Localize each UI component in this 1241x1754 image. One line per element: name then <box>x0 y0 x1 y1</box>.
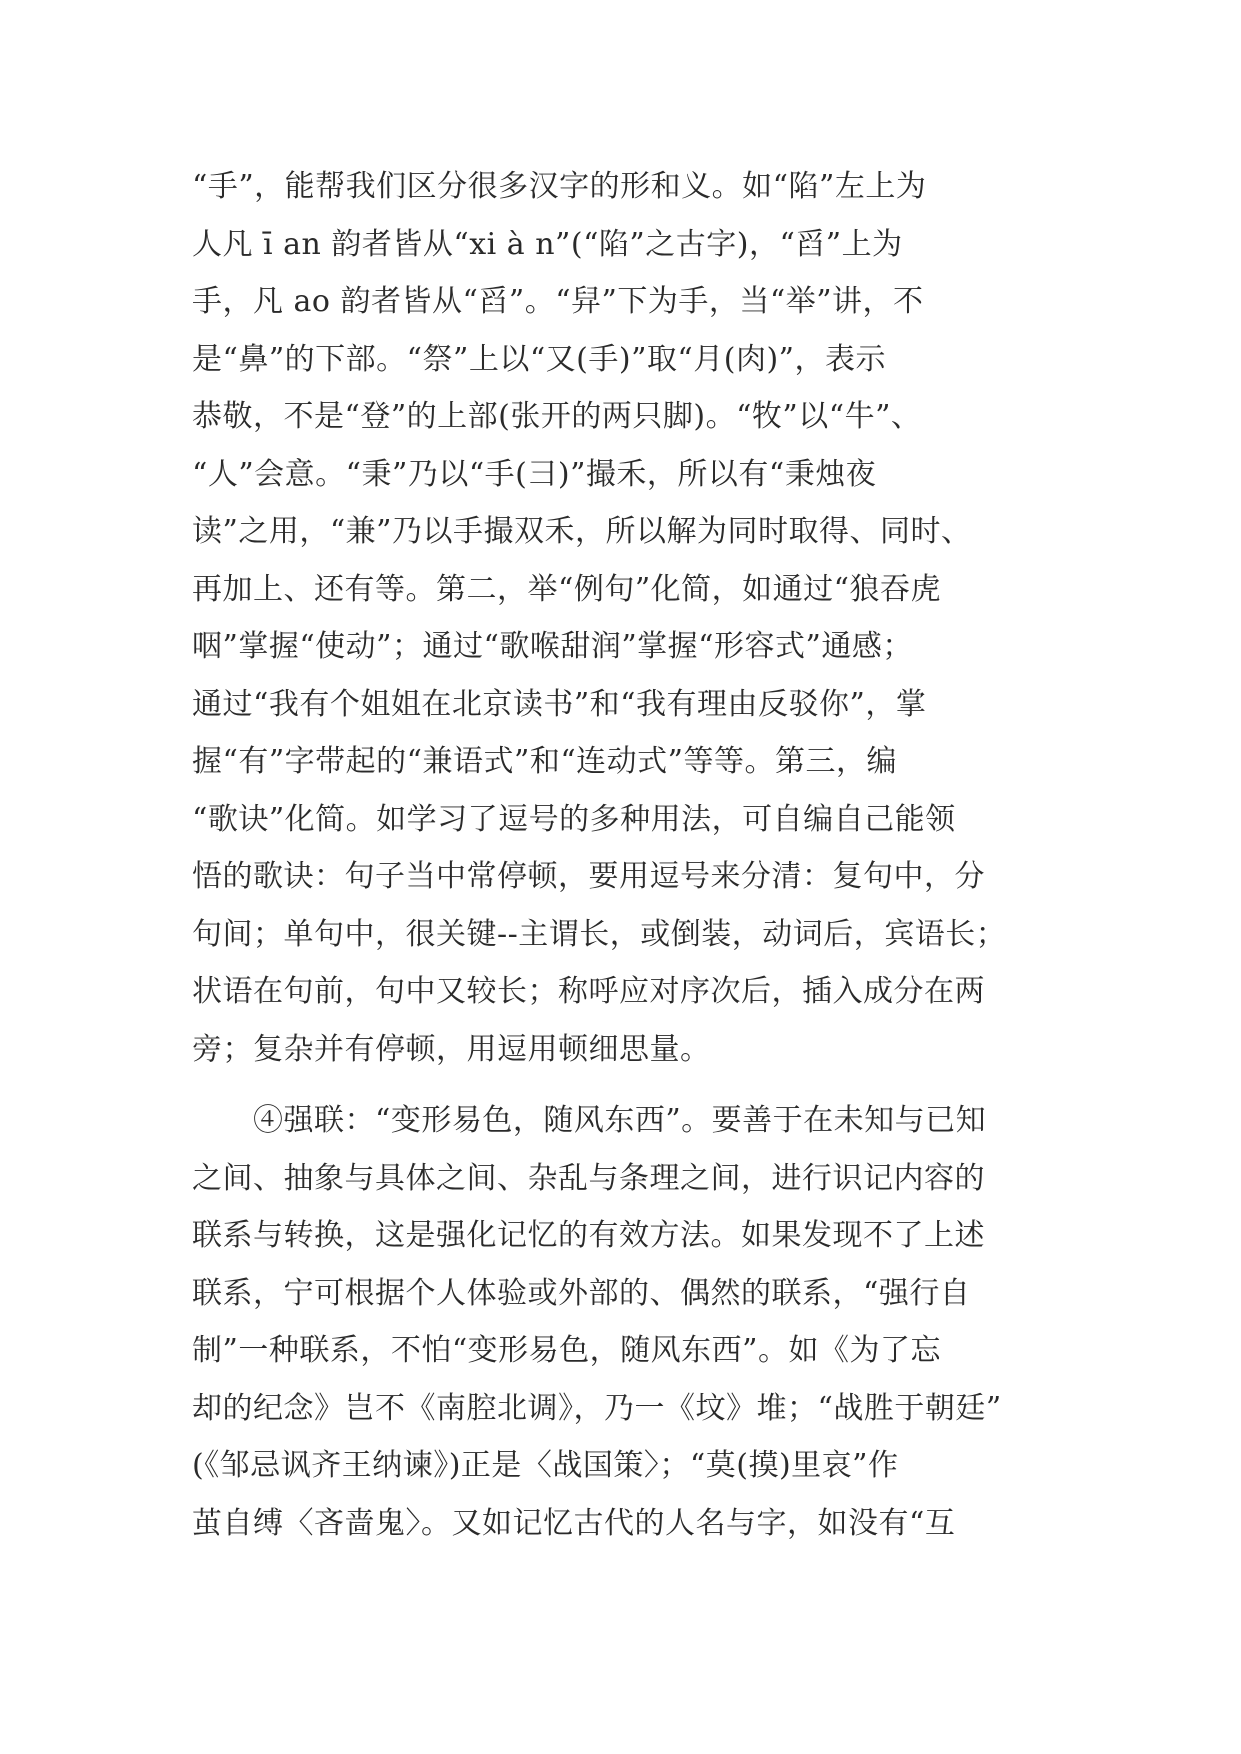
paragraph-2-line: (《邹忌讽齐王纳谏》)正是〈战国策〉；“莫(摸)里哀”作 <box>192 1448 899 1483</box>
paragraph-1-line: 通过“我有个姐姐在北京读书”和“我有理由反驳你”，掌 <box>192 686 927 722</box>
paragraph-1 <box>192 158 1092 1078</box>
paragraph-1-line: “人”会意。“秉”乃以“手(彐)”撮禾，所以有“秉烛夜 <box>192 456 877 492</box>
paragraph-1-line: 句间；单句中，很关键--主谓长，或倒装，动词后，宾语长； <box>192 916 1007 952</box>
paragraph-2-line: ④强联：“变形易色，随风东西”。要善于在未知与已知 <box>192 1103 987 1138</box>
paragraph-1-line: 握“有”字带起的“兼语式”和“连动式”等等。第三，编 <box>192 744 898 779</box>
paragraph-2-line: 茧自缚〈吝啬鬼〉。又如记忆古代的人名与字，如没有“互 <box>192 1505 956 1541</box>
paragraph-1-line: 旁；复杂并有停顿，用逗用顿细思量。 <box>192 1031 711 1067</box>
paragraph-gap <box>192 1078 1092 1092</box>
paragraph-1-line: 状语在句前，句中又较长；称呼应对序次后，插入成分在两 <box>192 974 985 1009</box>
paragraph-2-line: 联系，宁可根据个人体验或外部的、偶然的联系，“强行自 <box>192 1275 971 1311</box>
paragraph-1-line: 咽”掌握“使动”；通过“歌喉甜润”掌握“形容式”通感； <box>192 629 913 664</box>
paragraph-2-line: 却的纪念》岂不《南腔北调》，乃一《坟》堆；“战胜于朝廷” <box>192 1390 1002 1426</box>
body-text <box>192 158 1092 1552</box>
paragraph-1-line: “手”，能帮我们区分很多汉字的形和义。如“陷”左上为 <box>192 169 927 204</box>
paragraph-1-line: 读”之用，“兼”乃以手撮双禾，所以解为同时取得、同时、 <box>192 514 972 549</box>
paragraph-1-line: 悟的歌诀：句子当中常停顿，要用逗号来分清：复句中，分 <box>192 859 985 894</box>
paragraph-2-line: 联系与转换，这是强化记忆的有效方法。如果发现不了上述 <box>192 1218 985 1253</box>
paragraph-1-line: 人凡 ī an 韵者皆从“xi à n”(“陷”之古字)，“舀”上为 <box>192 226 903 262</box>
paragraph-1-line: 再加上、还有等。第二，举“例句”化简，如通过“狼吞虎 <box>192 571 942 607</box>
paragraph-1-line: “歌诀”化简。如学习了逗号的多种用法，可自编自己能领 <box>192 801 956 837</box>
paragraph-2 <box>192 1092 1092 1552</box>
paragraph-1-line: 手，凡 ao 韵者皆从“舀”。“舁”下为手，当“举”讲，不 <box>192 284 924 319</box>
paragraph-2-line: 之间、抽象与具体之间、杂乱与条理之间，进行识记内容的 <box>192 1160 985 1196</box>
paragraph-1-line: 恭敬，不是“登”的上部(张开的两只脚)。“牧”以“牛”、 <box>192 399 922 434</box>
paragraph-2-line: 制”一种联系，不怕“变形易色，随风东西”。如《为了忘 <box>192 1333 942 1368</box>
paragraph-1-line: 是“鼻”的下部。“祭”上以“又(手)”取“月(肉)”，表示 <box>192 341 887 377</box>
